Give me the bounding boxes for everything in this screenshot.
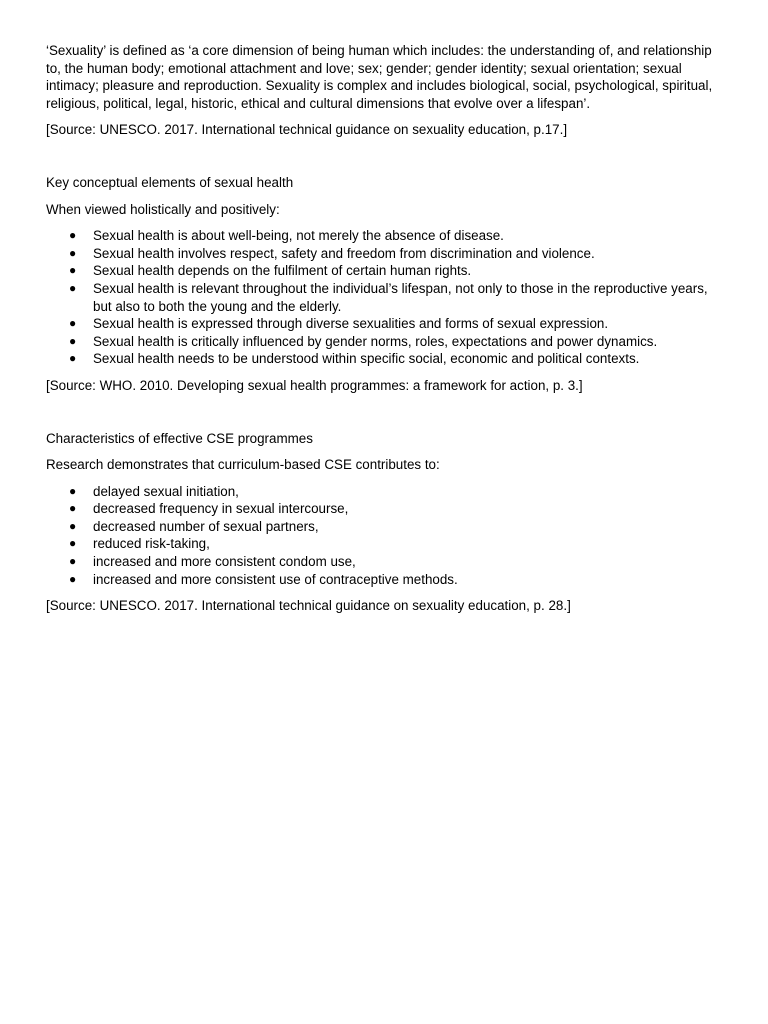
sexuality-definition-paragraph: ‘Sexuality’ is defined as ‘a core dimension of being human which includes: the understanding of, and relationship to, the human body; emotional attachment and love; sex; gender; gender identity; sexual orientation; sexual intimacy; pleasure and reproduction. Sexuality is complex and includes biological, social, psychological, spiritual, religious, political, legal, historic, ethical and cultural dimensions that evolve over a lifespan’.	[46, 43, 713, 111]
bullet-icon: ●	[69, 483, 77, 498]
list-item	[46, 227, 722, 245]
bullet-icon: ●	[69, 228, 77, 243]
bullet-icon: ●	[69, 263, 77, 278]
sexual-health-section	[46, 174, 722, 395]
definition-source-citation: [Source: UNESCO. 2017. International technical guidance on sexuality education, p.17.]	[46, 122, 568, 138]
list-item	[46, 245, 722, 263]
list-item-text: Sexual health is expressed through diverse sexualities and forms of sexual expression.	[93, 316, 609, 332]
sexual-health-bullet-list	[46, 227, 722, 368]
bullet-icon: ●	[69, 351, 77, 366]
list-item-text: increased and more consistent use of contraceptive methods.	[93, 571, 458, 587]
list-item	[46, 535, 722, 553]
list-item-text: Sexual health involves respect, safety and freedom from discrimination and violence.	[93, 245, 595, 261]
cse-heading: Characteristics of effective CSE programmes	[46, 430, 313, 446]
cse-section	[46, 430, 722, 615]
bullet-icon: ●	[69, 316, 77, 331]
list-item-text: decreased frequency in sexual intercourse,	[93, 501, 349, 517]
sexual-health-lead: When viewed holistically and positively:	[46, 201, 280, 217]
list-item-text: reduced risk-taking,	[93, 536, 210, 552]
cse-bullet-list	[46, 483, 722, 589]
list-item	[46, 280, 722, 315]
list-item	[46, 350, 722, 368]
sexual-health-heading: Key conceptual elements of sexual health	[46, 174, 294, 190]
cse-lead: Research demonstrates that curriculum-based CSE contributes to:	[46, 457, 440, 473]
list-item-text: decreased number of sexual partners,	[93, 518, 319, 534]
list-item	[46, 571, 722, 589]
sexual-health-source-citation: [Source: WHO. 2010. Developing sexual health programmes: a framework for action, p. 3.]	[46, 377, 583, 393]
bullet-icon: ●	[69, 245, 77, 260]
list-item-text: Sexual health is relevant throughout the individual’s lifespan, not only to those in the reproductive years, but also to both the young and the elderly.	[93, 280, 708, 314]
bullet-icon: ●	[69, 501, 77, 516]
list-item	[46, 518, 722, 536]
bullet-icon: ●	[69, 536, 77, 551]
list-item-text: Sexual health is about well-being, not merely the absence of disease.	[93, 228, 504, 244]
list-item-text: Sexual health needs to be understood within specific social, economic and political contexts.	[93, 351, 640, 367]
bullet-icon: ●	[69, 554, 77, 569]
list-item-text: delayed sexual initiation,	[93, 483, 239, 499]
list-item	[46, 262, 722, 280]
list-item	[46, 483, 722, 501]
bullet-icon: ●	[69, 518, 77, 533]
list-item-text: Sexual health is critically influenced by gender norms, roles, expectations and power dynamics.	[93, 333, 658, 349]
list-item	[46, 333, 722, 351]
list-item	[46, 500, 722, 518]
list-item	[46, 315, 722, 333]
bullet-icon: ●	[69, 571, 77, 586]
document-page	[46, 42, 722, 615]
list-item	[46, 553, 722, 571]
list-item-text: increased and more consistent condom use,	[93, 554, 356, 570]
bullet-icon: ●	[69, 333, 77, 348]
bullet-icon: ●	[69, 280, 77, 295]
list-item-text: Sexual health depends on the fulfilment of certain human rights.	[93, 263, 472, 279]
cse-source-citation: [Source: UNESCO. 2017. International technical guidance on sexuality education, p. 28.]	[46, 598, 571, 614]
